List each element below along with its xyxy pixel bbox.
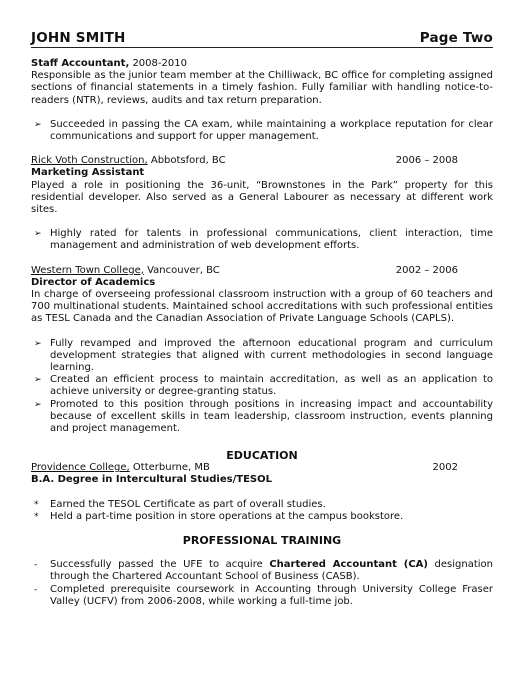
list-item: - Successfully passed the UFE to acquire Chartered Accountant (CA) designation through the Chartered Accountant School of Business (CASB).	[34, 559, 494, 583]
employer-name: Western Town College,	[31, 264, 144, 276]
dash-bullet-icon: -	[34, 584, 38, 595]
education-section	[31, 449, 493, 523]
candidate-name: JOHN SMITH	[31, 30, 126, 46]
job-achievements	[31, 119, 493, 143]
arrow-bullet-icon: ➢	[34, 229, 42, 240]
arrow-bullet-icon: ➢	[34, 399, 42, 410]
employer-name: Rick Voth Construction,	[31, 155, 148, 167]
list-item: ➢ Succeeded in passing the CA exam, while maintaining a workplace reputation for clear communications and support for upper management.	[34, 118, 493, 143]
page-number-label: Page Two	[419, 30, 493, 46]
education-notes	[31, 499, 493, 523]
job-title: Staff Accountant,	[31, 58, 130, 69]
job-title: Director of Academics	[31, 276, 156, 288]
school-line	[31, 462, 493, 474]
arrow-bullet-icon: ➢	[34, 375, 42, 386]
job-staff-accountant	[31, 58, 493, 143]
training-section	[31, 534, 493, 608]
employer-line	[31, 155, 493, 167]
arrow-bullet-icon: ➢	[34, 119, 42, 130]
job-description: Played a role in positioning the 36-unit, “Brownstones in the Park” property for this residential developer. Also served as a General Labourer as necessary at different work sites.	[31, 179, 493, 216]
job-description: In charge of overseeing professional classroom instruction with a group of 60 teachers and 700 multinational students. Maintained school accreditations with such professional entities as TESL Canada and the Canadian Association of Private Language Schools (CAPLS).	[31, 289, 493, 325]
employer-location: Vancouver, BC	[147, 264, 220, 276]
list-item: ➢ Highly rated for talents in professional communications, client interaction, time management and administration of web development efforts.	[34, 228, 493, 252]
job-title-line	[31, 58, 493, 70]
list-item: * Held a part-time position in store operations at the campus bookstore.	[34, 510, 404, 522]
job-achievements	[31, 228, 493, 252]
school-location: Otterburne, MB	[132, 462, 210, 474]
list-item: ➢ Fully revamped and improved the afternoon educational program and curriculum development strategies that aligned with current methodologies in second language learning.	[34, 337, 493, 374]
job-achievements	[31, 338, 493, 436]
degree: B.A. Degree in Intercultural Studies/TESOL	[31, 474, 272, 486]
employer-location: Abbotsford, BC	[150, 155, 226, 167]
training-list	[31, 559, 493, 608]
job-dates: 2008-2010	[132, 58, 187, 69]
page-header	[31, 30, 493, 48]
employer-line	[31, 265, 493, 277]
job-dates: 2006 – 2008	[395, 155, 458, 167]
list-item: ➢ Promoted to this position through positions in increasing impact and accountability because of excellent skills in team leadership, classroom instruction, events planning and project management.	[34, 398, 493, 435]
job-title: Marketing Assistant	[31, 167, 145, 179]
job-dates: 2002 – 2006	[395, 264, 458, 276]
list-item: * Earned the TESOL Certificate as part of overall studies.	[34, 498, 326, 510]
school-name: Providence College,	[31, 462, 130, 474]
resume-page	[31, 30, 493, 608]
graduation-year: 2002	[432, 462, 458, 474]
dash-bullet-icon: -	[34, 560, 38, 571]
asterisk-bullet-icon: *	[34, 499, 39, 510]
arrow-bullet-icon: ➢	[34, 338, 42, 349]
list-item: - Completed prerequisite coursework in Accounting through University College Fraser Valley (UCFV) from 2006-2008, while working a full-time job.	[34, 583, 493, 607]
job-marketing-assistant	[31, 155, 493, 252]
asterisk-bullet-icon: *	[34, 511, 39, 522]
designation: Chartered Accountant (CA)	[269, 559, 428, 571]
job-director-of-academics	[31, 265, 493, 436]
section-heading: EDUCATION	[226, 449, 298, 463]
job-description: Responsible as the junior team member at the Chilliwack, BC office for completing assigned sections of financial statements in a timely fashion. Fully familiar with handling notice-to-readers (NTR), reviews, audits and tax return preparation.	[31, 70, 493, 106]
list-item: ➢ Created an efficient process to maintain accreditation, as well as an application to achieve university or degree-granting status.	[34, 374, 493, 398]
section-heading: PROFESSIONAL TRAINING	[182, 534, 342, 548]
